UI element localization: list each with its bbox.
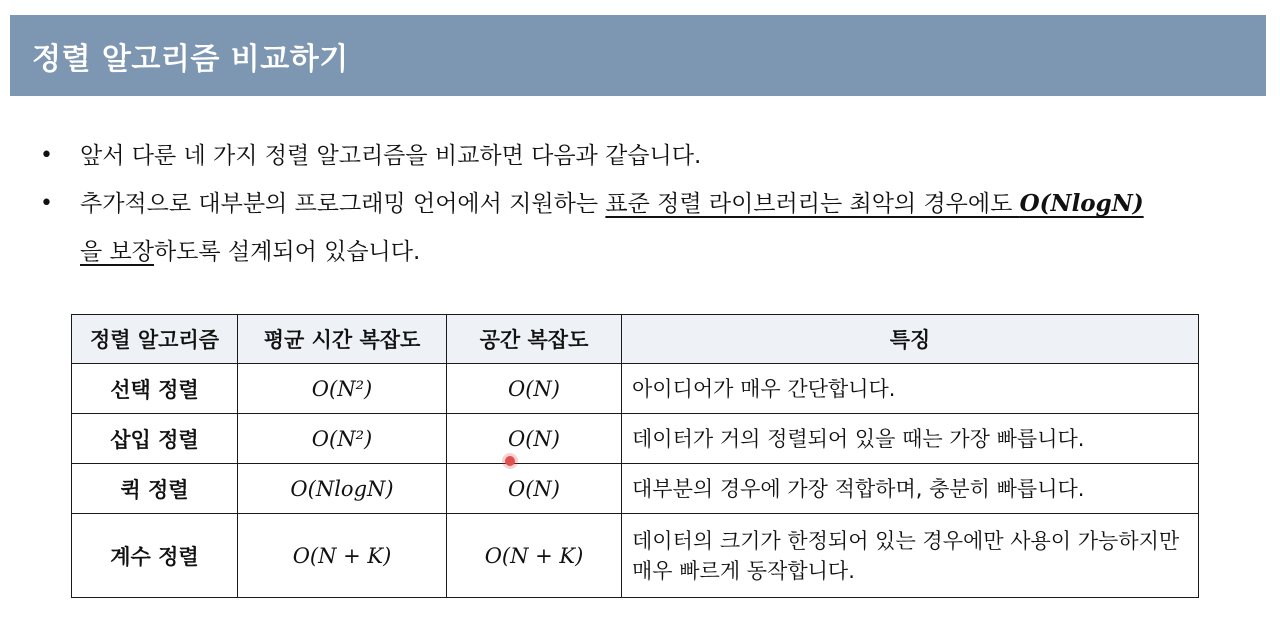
time-complexity: O(NlogN)	[238, 464, 447, 514]
header-space-complexity: 공간 복잡도	[447, 315, 622, 364]
algorithm-name: 퀵 정렬	[72, 464, 238, 514]
bullet-marker: •	[40, 191, 53, 216]
header-time-complexity: 평균 시간 복잡도	[238, 315, 447, 364]
table-row	[72, 514, 1199, 598]
bullet-list	[40, 132, 1265, 276]
underlined-text: 표준 정렬 라이브러리는 최악의 경우에도	[605, 191, 1020, 217]
algorithm-name: 선택 정렬	[72, 364, 238, 414]
pointer-dot-icon	[505, 456, 515, 466]
header-features: 특징	[622, 315, 1199, 364]
feature-description: 데이터가 거의 정렬되어 있을 때는 가장 빠릅니다.	[622, 414, 1199, 464]
feature-description: 대부분의 경우에 가장 적합하며, 충분히 빠릅니다.	[622, 464, 1199, 514]
table-header-row	[72, 315, 1199, 364]
header-algorithm: 정렬 알고리즘	[72, 315, 238, 364]
comparison-table	[71, 314, 1199, 598]
space-complexity: O(N)	[447, 364, 622, 414]
space-complexity: O(N)	[447, 464, 622, 514]
big-o-expression: O(NlogN)	[1019, 190, 1144, 217]
time-complexity: O(N²)	[238, 364, 447, 414]
bullet-text: 앞서 다룬 네 가지 정렬 알고리즘을 비교하면 다음과 같습니다.	[80, 143, 702, 169]
time-complexity: O(N + K)	[238, 514, 447, 598]
bullet-item-2	[40, 180, 1265, 276]
algorithm-name: 계수 정렬	[72, 514, 238, 598]
feature-description: 아이디어가 매우 간단합니다.	[622, 364, 1199, 414]
space-complexity: O(N + K)	[447, 514, 622, 598]
bullet-text-post: 하도록 설계되어 있습니다.	[153, 239, 421, 265]
space-complexity: O(N)	[447, 414, 622, 464]
slide-title: 정렬 알고리즘 비교하기	[32, 41, 349, 77]
algorithm-name: 삽입 정렬	[72, 414, 238, 464]
table-row	[72, 364, 1199, 414]
feature-description: 데이터의 크기가 한정되어 있는 경우에만 사용이 가능하지만 매우 빠르게 동작합니다.	[622, 514, 1199, 598]
bullet-marker: •	[40, 143, 53, 168]
title-bar	[10, 15, 1266, 96]
table-row	[72, 464, 1199, 514]
comparison-table-wrap	[71, 314, 1199, 598]
table-row	[72, 414, 1199, 464]
underlined-text-2: 을 보장	[80, 239, 154, 265]
bullet-item-1	[40, 132, 1265, 180]
time-complexity: O(N²)	[238, 414, 447, 464]
bullet-text-pre: 추가적으로 대부분의 프로그래밍 언어에서 지원하는	[80, 191, 606, 217]
